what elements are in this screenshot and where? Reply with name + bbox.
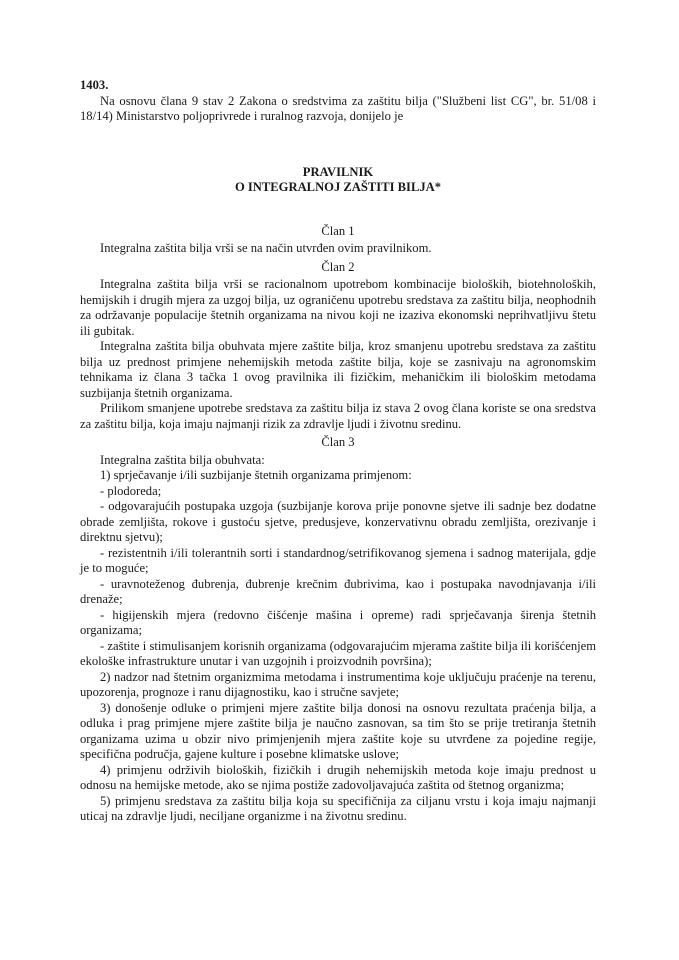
article-paragraph: 5) primjenu sredstava za zaštitu bilja koja su specifičnija za ciljanu vrstu i koja imaju najmanji uticaj na zdravlje ljudi, neciljane organizme i na životnu sredinu. [80, 793, 596, 823]
article-paragraph: Integralna zaštita bilja vrši se racionalnom upotrebom kombinacije bioloških, biotehnoloških, hemijskih i drugih mjera za uzgoj bilja, uz ograničenu upotrebu sredstava za zaštitu bilja, neophodnih za održavanje populacije štetnih organizama na nivou koji ne izaziva ekonomski neprihvatljivu štetu ili gubitak. [80, 277, 596, 338]
article-paragraph: - plodoreda; [100, 483, 162, 498]
article-paragraph: - zaštite i stimulisanjem korisnih organizama (odgovarajućim mjerama zaštite bilja ili korišćenjem ekološke infrastrukture unutar i van uzgojnih i proizvodnih površina); [80, 638, 596, 668]
article-paragraph: - rezistentnih i/ili tolerantnih sorti i standardnog/setrifikovanog sjemena i sadnog materijala, gdje je to moguće; [80, 545, 596, 575]
article-2 [80, 260, 596, 433]
article-heading: Član 1 [321, 223, 355, 238]
title-line-1: PRAVILNIK [302, 164, 374, 179]
article-paragraph: 2) nadzor nad štetnim organizmima metodama i instrumentima koje uključuju praćenje na terenu, upozorenja, prognoze i ranu dijagnostiku, kao i stručne savjete; [80, 669, 596, 699]
article-paragraph: Integralna zaštita bilja obuhvata: [100, 452, 265, 467]
article-paragraph: - odgovarajućih postupaka uzgoja (suzbijanje korova prije ponovne sjetve ili sadnje bez dodatne obrade zemljišta, rokove i gustoću sjetve, predusjeve, konzervativnu obradu zemljišta, orezivanje i direktnu sjetvu); [80, 499, 596, 544]
article-heading: Član 2 [321, 259, 355, 274]
article-paragraph: - higijenskih mjera (redovno čišćenje mašina i opreme) radi sprječavanja širenja štetnih organizama; [80, 607, 596, 637]
document-title [80, 165, 596, 196]
preamble: Na osnovu člana 9 stav 2 Zakona o sredstvima za zaštitu bilja ("Službeni list CG", br. 51/08 i 18/14) Ministarstvo poljoprivrede i ruralnog razvoja, donijelo je [80, 93, 596, 123]
article-3 [80, 435, 596, 825]
document-number: 1403. [80, 78, 109, 92]
article-paragraph: Integralna zaštita bilja vrši se na način utvrđen ovim pravilnikom. [100, 241, 432, 255]
title-line-2: O INTEGRALNOJ ZAŠTITI BILJA* [234, 180, 442, 194]
articles [80, 224, 596, 825]
article-paragraph: Integralna zaštita bilja obuhvata mjere zaštite bilja, kroz smanjenu upotrebu sredstava za zaštitu bilja uz prednost primjene nehemijskih metoda zaštite bilja, koje se zasnivaju na agronomskim tehnikama iz člana 3 tačka 1 ovog pravilnika ili fizičkim, mehaničkim ili biološkim metodama suzbijanja štetnih organizama. [80, 339, 596, 400]
article-paragraph: 3) donošenje odluke o primjeni mjere zaštite bilja donosi na osnovu rezultata praćenja bilja, a odluka i prag primjene mjere zaštite bilja je naučno zasnovan, sa tim što se prije tretiranja štetnih organizama uzima u obzir nivo primjenjenih mjera zaštite koje su utvrđene za pojedine regije, specifična područja, gajene kulture i posebne klimatske uslove; [80, 700, 596, 761]
article-paragraph: - uravnoteženog đubrenja, đubrenje krečnim đubrivima, kao i postupaka navodnjavanja i/ili drenaže; [80, 576, 596, 606]
article-paragraph: 1) sprječavanje i/ili suzbijanje štetnih organizama primjenom: [100, 468, 412, 482]
document-page [80, 78, 596, 825]
article-paragraph: 4) primjenu održivih bioloških, fizičkih i drugih nehemijskih metoda koje imaju prednost u odnosu na hemijske metode, ako se njima postiže zadovoljavajuća zaštita od štetnog organizma; [80, 762, 596, 792]
article-heading: Član 3 [321, 435, 355, 449]
article-paragraph: Prilikom smanjene upotrebe sredstava za zaštitu bilja iz stava 2 ovog člana koriste se ona sredstva za zaštitu bilja, koja imaju najmanji rizik za zdravlje ljudi i životnu sredinu. [80, 401, 596, 431]
article-1 [80, 224, 596, 257]
